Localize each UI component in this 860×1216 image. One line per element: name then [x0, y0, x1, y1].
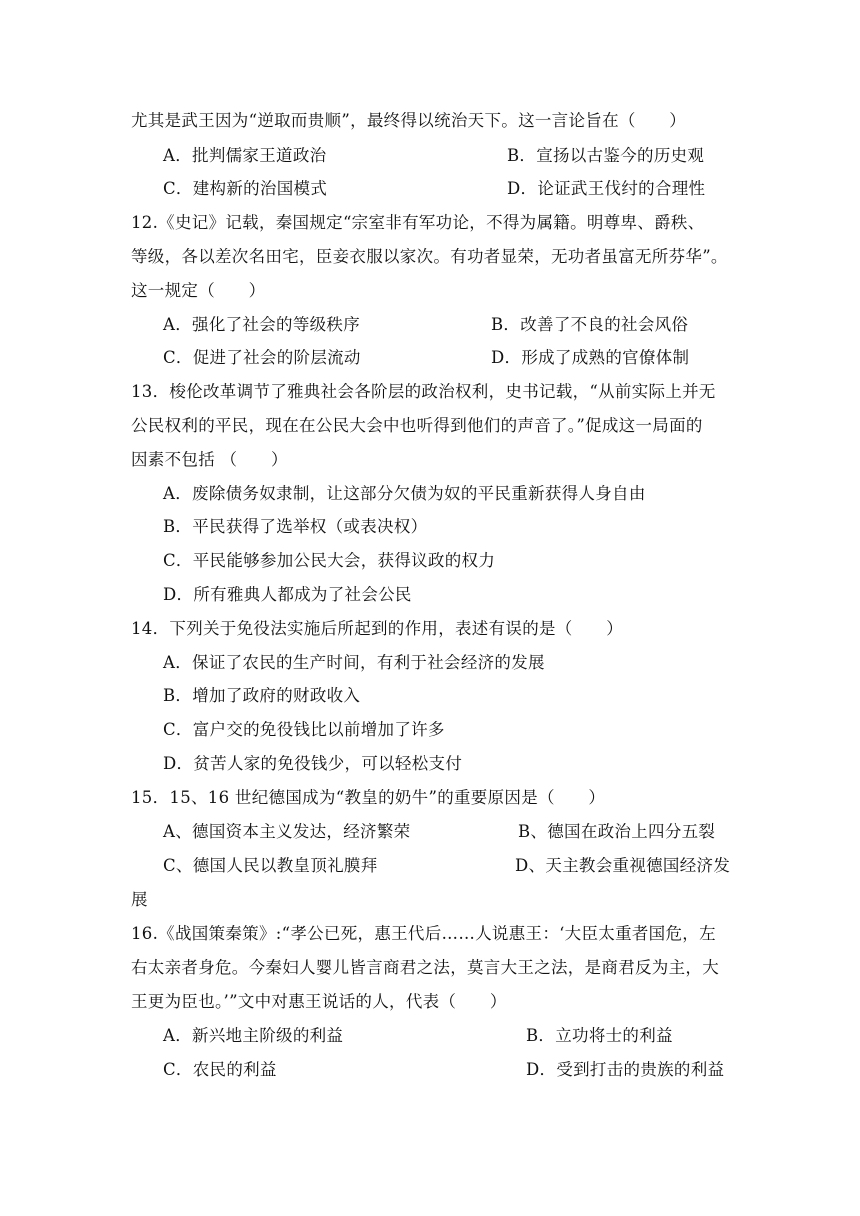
q16-option-d: D．受到打击的贵族的利益 [526, 1060, 725, 1079]
q13-option-a: A．废除债务奴隶制，让这部分欠债为奴的平民重新获得人身自由 [163, 484, 646, 503]
q15-option-d-wrap: 展 [131, 890, 148, 909]
q14-option-a: A．保证了农民的生产时间，有利于社会经济的发展 [163, 653, 545, 672]
q12-stem-line-3: 这一规定（ ） [131, 281, 266, 300]
q15-option-d: D、天主教会重视德国经济发 [515, 856, 731, 875]
q15-stem: 15．15、16 世纪德国成为“教皇的奶牛”的重要原因是（ ） [131, 788, 606, 807]
q11-stem-tail: 尤其是武王因为“逆取而贵顺”，最终得以统治天下。这一言论旨在（ ） [131, 111, 687, 130]
q11-option-b: B．宣扬以古鉴今的历史观 [507, 146, 705, 165]
q11-option-c: C．建构新的治国模式 [163, 179, 328, 198]
q14-option-d: D．贫苦人家的免役钱少，可以轻松支付 [163, 754, 463, 773]
q13-stem-line-2: 公民权利的平民，现在在公民大会中也听得到他们的声音了。”促成这一局面的 [131, 416, 703, 435]
q11-option-d: D．论证武王伐纣的合理性 [507, 179, 706, 198]
q16-option-c: C．农民的利益 [163, 1060, 277, 1079]
q15-option-c: C、德国人民以教皇顶礼膜拜 [163, 856, 378, 875]
q12-option-a: A．强化了社会的等级秩序 [163, 315, 361, 334]
q14-stem: 14．下列关于免役法实施后所起到的作用，表述有误的是（ ） [131, 619, 623, 638]
q16-option-a: A．新兴地主阶级的利益 [163, 1026, 344, 1045]
q14-option-b: B．增加了政府的财政收入 [163, 686, 361, 705]
q12-stem-line-2: 等级，各以差次名田宅，臣妾衣服以家次。有功者显荣，无功者虽富无所芬华”。 [131, 247, 728, 266]
q11-option-a: A．批判儒家王道政治 [163, 146, 327, 165]
q16-stem-line-2: 右太亲者身危。今秦妇人婴儿皆言商君之法，莫言大王之法，是商君反为主，大 [131, 958, 719, 977]
q13-option-d: D．所有雅典人都成为了社会公民 [163, 585, 412, 604]
q15-option-a: A、德国资本主义发达，经济繁荣 [163, 822, 411, 841]
q12-option-c: C．促进了社会的阶层流动 [163, 348, 361, 367]
q12-stem-line-1: 12.《史记》记载，秦国规定“宗室非有军功论，不得为属籍。明尊卑、爵秩、 [131, 213, 705, 232]
q16-stem-line-1: 16.《战国策秦策》:“孝公已死，惠王代后……人说惠王：‘大臣太重者国危，左 [131, 924, 716, 943]
q13-option-b: B．平民获得了选举权（或表决权） [163, 517, 428, 536]
q13-stem-line-1: 13．梭伦改革调节了雅典社会各阶层的政治权利，史书记载，“从前实际上并无 [131, 382, 716, 401]
q14-option-c: C．富户交的免役钱比以前增加了许多 [163, 720, 445, 739]
q13-stem-line-3: 因素不包括 （ ） [131, 450, 288, 469]
q13-option-c: C．平民能够参加公民大会，获得议政的权力 [163, 551, 496, 570]
q16-stem-line-3: 王更为臣也。’”文中对惠王说话的人，代表（ ） [131, 992, 507, 1011]
q12-option-b: B．改善了不良的社会风俗 [491, 315, 689, 334]
q16-option-b: B．立功将士的利益 [526, 1026, 673, 1045]
q15-option-b: B、德国在政治上四分五裂 [518, 822, 716, 841]
q12-option-d: D．形成了成熟的官僚体制 [491, 348, 690, 367]
